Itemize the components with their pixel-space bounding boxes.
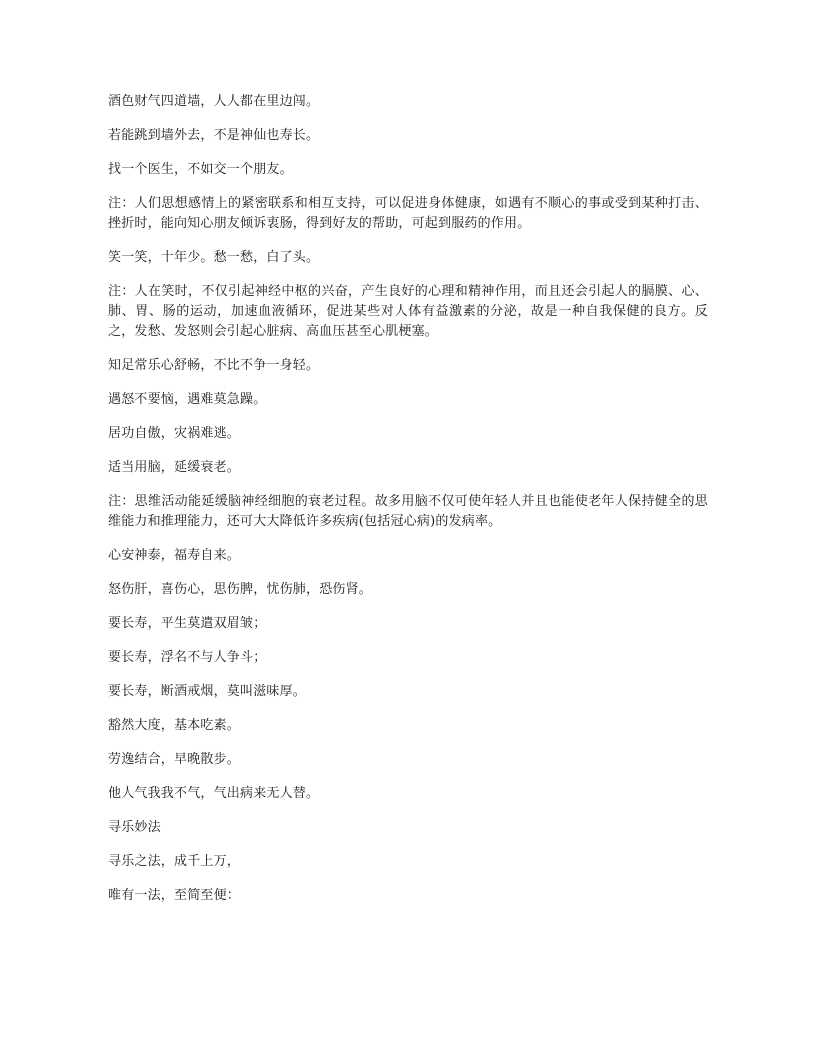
paragraph: 他人气我我不气，气出病来无人替。 bbox=[108, 786, 320, 801]
paragraph: 要长寿，断酒戒烟，莫叫滋味厚。 bbox=[108, 684, 307, 699]
paragraph: 居功自傲，灾祸难逃。 bbox=[108, 426, 241, 441]
paragraph: 适当用脑，延缓衰老。 bbox=[108, 460, 241, 475]
document-page bbox=[108, 92, 708, 920]
paragraph: 要长寿，平生莫遣双眉皱； bbox=[108, 616, 267, 631]
paragraph: 酒色财气四道墙，人人都在里边闯。 bbox=[108, 94, 320, 109]
paragraph: 若能跳到墙外去，不是神仙也寿长。 bbox=[108, 128, 320, 143]
note-paragraph: 注：人们思想感情上的紧密联系和相互支持，可以促进身体健康，如遇有不顺心的事或受到某种打击、挫折时，能向知心朋友倾诉衷肠，得到好友的帮助，可起到服药的作用。 bbox=[108, 196, 708, 231]
paragraph: 寻乐之法，成千上万， bbox=[108, 854, 241, 869]
paragraph: 怒伤肝，喜伤心，思伤脾，忧伤肺，恐伤肾。 bbox=[108, 582, 373, 597]
paragraph: 笑一笑，十年少。愁一愁，白了头。 bbox=[108, 250, 320, 265]
paragraph: 劳逸结合，早晚散步。 bbox=[108, 752, 241, 767]
paragraph: 遇怒不要恼，遇难莫急躁。 bbox=[108, 392, 267, 407]
note-paragraph: 注：人在笑时，不仅引起神经中枢的兴奋，产生良好的心理和精神作用，而且还会引起人的膈膜、心、肺、胃、肠的运动，加速血液循环，促进某些对人体有益激素的分泌，故是一种自我保健的良方。反之，发愁、发怒则会引起心脏病、高血压甚至心肌梗塞。 bbox=[108, 284, 708, 339]
section-heading: 寻乐妙法 bbox=[108, 820, 161, 835]
paragraph: 找一个医生，不如交一个朋友。 bbox=[108, 162, 293, 177]
paragraph: 知足常乐心舒畅，不比不争一身轻。 bbox=[108, 358, 320, 373]
note-paragraph: 注：思维活动能延缓脑神经细胞的衰老过程。故多用脑不仅可使年轻人并且也能使老年人保持健全的思维能力和推理能力，还可大大降低许多疾病(包括冠心病)的发病率。 bbox=[108, 494, 708, 529]
paragraph: 豁然大度，基本吃素。 bbox=[108, 718, 241, 733]
paragraph: 心安神泰，福寿自来。 bbox=[108, 548, 241, 563]
paragraph: 要长寿，浮名不与人争斗； bbox=[108, 650, 267, 665]
paragraph: 唯有一法，至简至便： bbox=[108, 888, 241, 903]
